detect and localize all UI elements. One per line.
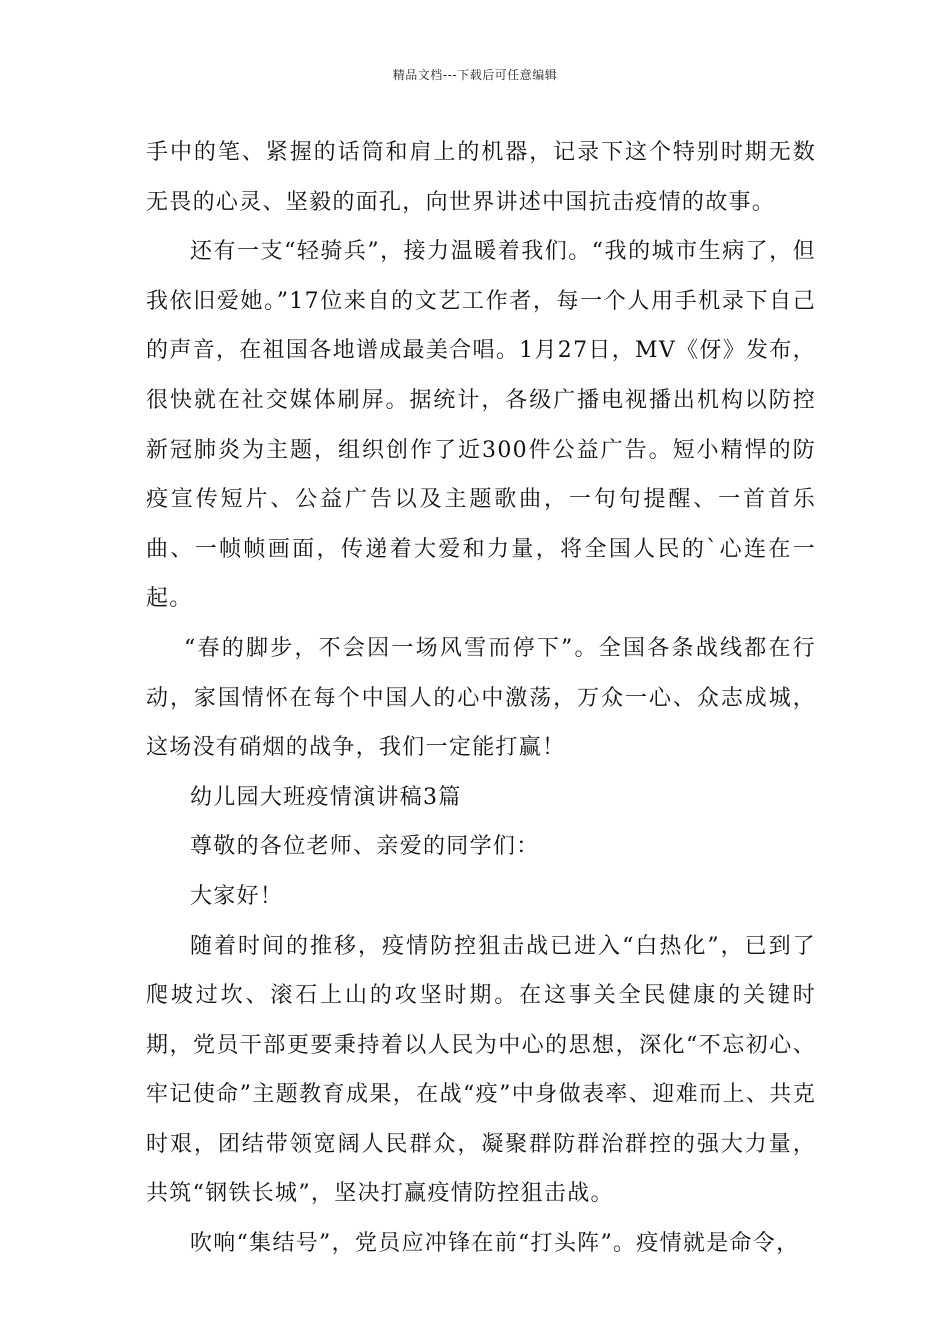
paragraph-2: 还有一支“轻骑兵”，接力温暖着我们。“我的城市生病了，但我依旧爱她。”17位来自的文艺工作者，每一个人用手机录下自己的声音，在祖国各地谱成最美合唱。1月27日，MV《伢》发布，很快就在社交媒体刷屏。据统计，各级广播电视播出机构以防控新冠肺炎为主题，组织创作了近300件公益广告。短小精悍的防疫宣传短片、公益广告以及主题歌曲，一句句提醒、一首首乐曲、一帧帧画面，传递着大爱和力量，将全国人民的`心连在一起。 [146,239,816,612]
paragraph-8: 吹响“集结号”，党员应冲锋在前“打头阵”。疫情就是命令， [190,1231,800,1257]
salutation: 尊敬的各位老师、亲爱的同学们： [190,834,540,860]
section-title: 幼儿园大班疫情演讲稿3篇 [190,784,462,810]
page-header: 精品文档---下载后可任意编辑 [392,68,558,82]
paragraph-1: 手中的笔、紧握的话筒和肩上的机器，记录下这个特别时期无数无畏的心灵、坚毅的面孔，向世界讲述中国抗击疫情的故事。 [146,140,816,215]
document-body [146,128,816,1269]
paragraph-3: “春的脚步，不会因一场风雪而停下”。全国各条战线都在行动，家国情怀在每个中国人的心中激荡，万众一心、众志成城，这场没有硝烟的战争，我们一定能打赢！ [146,635,816,761]
greeting: 大家好！ [190,883,284,909]
paragraph-7: 随着时间的推移，疫情防控狙击战已进入“白热化”，已到了爬坡过坎、滚石上山的攻坚时期。在这事关全民健康的关键时期，党员干部更要秉持着以人民为中心的思想，深化“不忘初心、牢记使命”主题教育成果，在战“疫”中身做表率、迎难而上、共克时艰，团结带领宽阔人民群众，凝聚群防群治群控的强大力量，共筑“钢铁长城”，坚决打赢疫情防控狙击战。 [146,933,816,1207]
